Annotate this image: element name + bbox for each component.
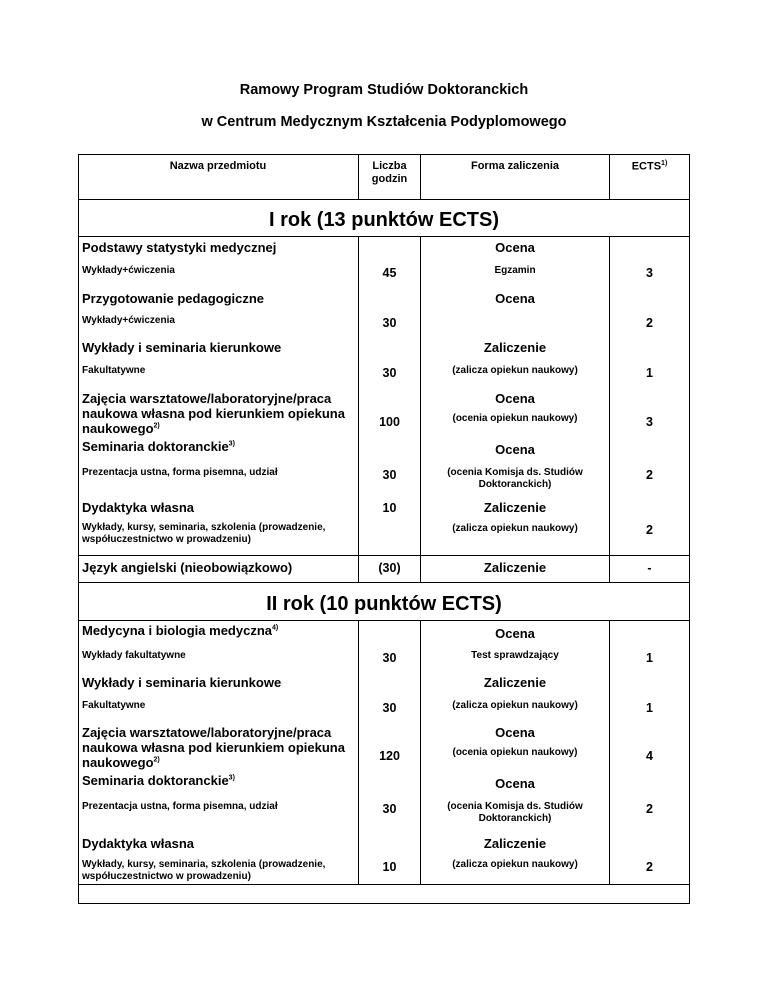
document-subtitle: w Centrum Medycznym Kształcenia Podyplomowego xyxy=(201,114,567,130)
subject-form: (ocenia opiekun naukowy) xyxy=(452,747,578,758)
subject-desc: Wykłady+ćwiczenia xyxy=(82,315,175,326)
year2-title: II rok (10 punktów ECTS) xyxy=(266,593,502,615)
subject-ects: 3 xyxy=(646,415,653,429)
subject-ects: 1 xyxy=(646,366,653,380)
subject-ects: 4 xyxy=(646,749,653,763)
header-ects: ECTS$^{1)}$ xyxy=(631,160,668,173)
subject-form: (ocenia Komisja ds. Studiów Doktoranckich) xyxy=(447,467,583,490)
subject-type: Zaliczenie xyxy=(483,340,547,355)
subject-name: Język angielski (nieobowiązkowo) xyxy=(82,560,293,575)
table-bottom-border xyxy=(78,903,690,904)
subject-hours: 30 xyxy=(382,468,397,482)
subject-type: Zaliczenie xyxy=(483,836,547,851)
row-line xyxy=(78,582,690,583)
table-right-border xyxy=(689,154,690,904)
document-title: Ramowy Program Studiów Doktoranckich xyxy=(239,82,529,98)
year2-title-line xyxy=(78,620,690,621)
subject-desc: Prezentacja ustna, forma pisemna, udział xyxy=(82,467,278,478)
subject-ects: 1 xyxy=(646,651,653,665)
subject-hours: 100 xyxy=(379,415,400,429)
subject-form: (zalicza opiekun naukowy) xyxy=(452,523,578,534)
subject-hours: (30) xyxy=(378,561,401,575)
subject-ects: 1 xyxy=(646,701,653,715)
subject-hours: 10 xyxy=(382,860,397,874)
subject-hours: 30 xyxy=(382,701,397,715)
subject-hours: 30 xyxy=(382,651,397,665)
header-bottom-line xyxy=(78,199,690,200)
subject-desc: Fakultatywne xyxy=(82,700,146,711)
subject-name: Wykłady i seminaria kierunkowe xyxy=(82,675,282,690)
year1-title-line xyxy=(78,236,690,237)
subject-name: Seminaria doktoranckie$^{3)}$ xyxy=(82,439,235,454)
subject-type: Ocena xyxy=(495,442,535,457)
header-subject: Nazwa przedmiotu xyxy=(169,160,267,172)
subject-type: Ocena xyxy=(495,725,535,740)
subject-hours: 30 xyxy=(382,802,397,816)
subject-name: Dydaktyka własna xyxy=(82,500,195,515)
subject-type: Ocena xyxy=(495,291,535,306)
subject-desc: Wykłady+ćwiczenia xyxy=(82,265,175,276)
subject-name: Medycyna i biologia medyczna$^{4)}$ xyxy=(82,623,279,638)
subject-form: Egzamin xyxy=(494,265,536,276)
table-top-border xyxy=(78,154,690,155)
subject-name: Dydaktyka własna xyxy=(82,836,195,851)
subject-form: (zalicza opiekun naukowy) xyxy=(452,700,578,711)
subject-type: Ocena xyxy=(495,391,535,406)
year1-col-divider xyxy=(358,236,359,582)
subject-type: Ocena xyxy=(495,626,535,641)
subject-name: Zajęcia warsztatowe/laboratoryjne/praca naukowa własna pod kierunkiem opiekuna naukowego$^{2)}$ xyxy=(82,725,345,770)
subject-desc: Fakultatywne xyxy=(82,365,146,376)
subject-desc: Wykłady fakultatywne xyxy=(82,650,186,661)
subject-name: Zajęcia warsztatowe/laboratoryjne/praca naukowa własna pod kierunkiem opiekuna naukowego$^{2)}$ xyxy=(82,391,345,436)
subject-desc: Wykłady, kursy, seminaria, szkolenia (prowadzenie, współuczestnictwo w prowadzeniu) xyxy=(82,522,326,545)
subject-type: Zaliczenie xyxy=(483,500,547,515)
subject-ects: 2 xyxy=(646,468,653,482)
subject-type: Zaliczenie xyxy=(483,560,547,575)
header-hours: Liczba godzin xyxy=(371,160,408,185)
header-form: Forma zaliczenia xyxy=(470,160,560,172)
subject-hours: 30 xyxy=(382,316,397,330)
subject-name: Przygotowanie pedagogiczne xyxy=(82,291,265,306)
table-left-border xyxy=(78,154,79,904)
row-line xyxy=(78,884,690,885)
subject-form: (ocenia opiekun naukowy) xyxy=(452,413,578,424)
subject-name: Seminaria doktoranckie$^{3)}$ xyxy=(82,773,235,788)
subject-name: Podstawy statystyki medycznej xyxy=(82,240,277,255)
year1-title: I rok (13 punktów ECTS) xyxy=(268,209,500,231)
row-line xyxy=(78,555,690,556)
subject-type: Ocena xyxy=(495,776,535,791)
subject-ects: 3 xyxy=(646,266,653,280)
subject-ects: - xyxy=(647,561,652,575)
subject-hours: 120 xyxy=(379,749,400,763)
subject-desc: Wykłady, kursy, seminaria, szkolenia (prowadzenie, współuczestnictwo w prowadzeniu) xyxy=(82,859,326,882)
subject-form: (zalicza opiekun naukowy) xyxy=(452,365,578,376)
subject-name: Wykłady i seminaria kierunkowe xyxy=(82,340,282,355)
subject-form: Test sprawdzający xyxy=(471,650,559,661)
subject-ects: 2 xyxy=(646,802,653,816)
subject-hours: 30 xyxy=(382,366,397,380)
subject-ects: 2 xyxy=(646,316,653,330)
subject-type: Zaliczenie xyxy=(483,675,547,690)
subject-ects: 2 xyxy=(646,523,653,537)
subject-type: Ocena xyxy=(495,240,535,255)
subject-hours: 10 xyxy=(382,501,397,515)
subject-form: (ocenia Komisja ds. Studiów Doktoranckich) xyxy=(447,801,583,824)
subject-ects: 2 xyxy=(646,860,653,874)
subject-hours: 45 xyxy=(382,266,397,280)
subject-form: (zalicza opiekun naukowy) xyxy=(452,859,578,870)
subject-desc: Prezentacja ustna, forma pisemna, udział xyxy=(82,801,278,812)
